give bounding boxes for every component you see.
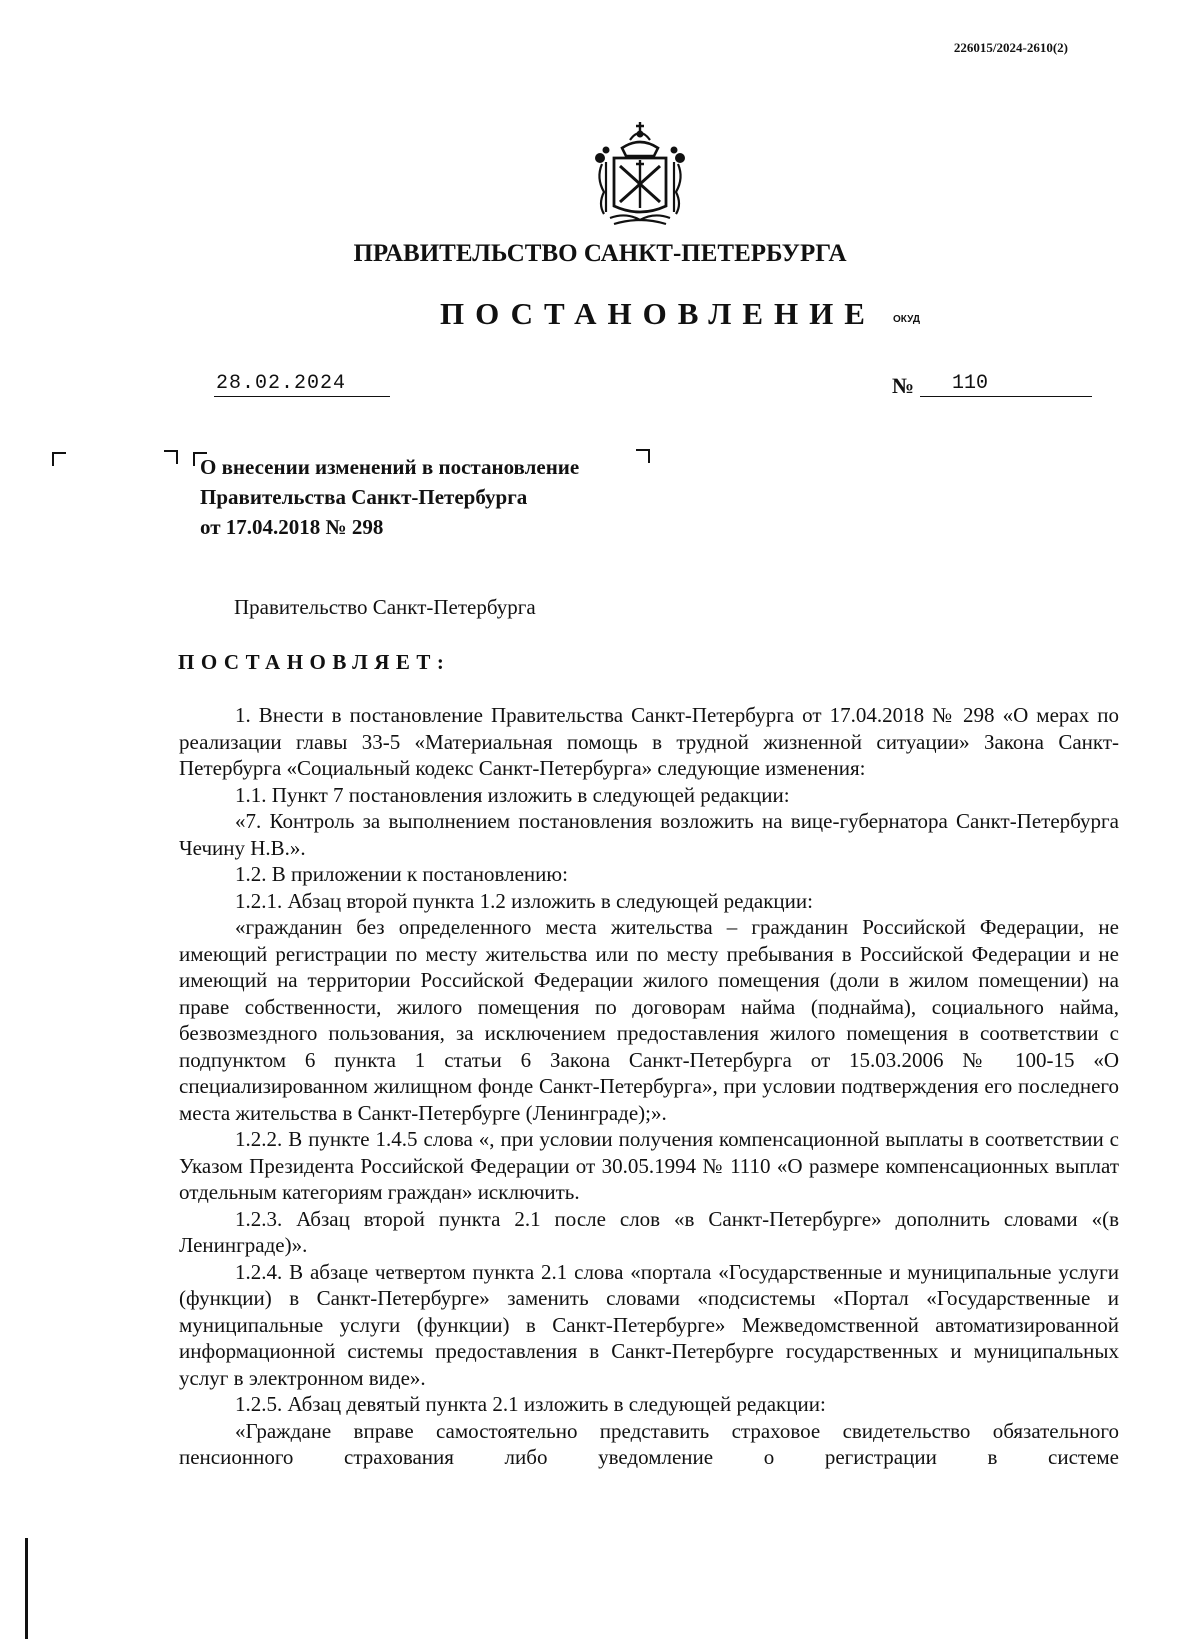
corner-mark-subject-right (636, 449, 650, 463)
corner-mark-left (52, 452, 66, 466)
document-number: 110 (952, 372, 989, 395)
scan-edge-mark (25, 1538, 28, 1639)
subject-line: от 17.04.2018 № 298 (200, 515, 384, 539)
resolves-heading: ПОСТАНОВЛЯЕТ: (178, 650, 451, 674)
paragraph-1-2-1: 1.2.1. Абзац второй пункта 1.2 изложить в следующей редакции: (235, 888, 813, 913)
paragraph-1-2-2: 1.2.2. В пункте 1.4.5 слова «, при условии получения компенсационной выплаты в соответствии с Указом Президента Российской Федерации от 30.05.1994 № 1110 «О размере компенсационных выплат отдельным категориям граждан» исключить. (179, 1127, 1119, 1204)
subject-line: О внесении изменений в постановление (200, 455, 580, 479)
subject-line: Правительства Санкт-Петербурга (200, 485, 528, 509)
paragraph-1-1-text: «7. Контроль за выполнением постановления возложить на вице-губернатора Санкт-Петербурга Чечину Н.В.». (179, 809, 1119, 860)
document-date: 28.02.2024 (216, 372, 347, 395)
corner-mark-inner-right (164, 450, 178, 464)
paragraph-1-2: 1.2. В приложении к постановлению: (235, 862, 568, 886)
paragraph-1-2-1-text: «гражданин без определенного места жительства – гражданин Российской Федерации, не имеющий регистрации по месту жительства или по месту пребывания в Российской Федерации и не имеющий на территории Российской Федерации жилого помещения (доли в жилом помещении) на праве собственности, жилого помещения по договорам найма (поднайма), социального найма, безвозмездного пользования, за исключением предоставления жилого помещения в соответствии с подпунктом 6 пункта 1 статьи 6 Закона Санкт-Петербурга от 15.03.2006 № 100-15 «О специализированном жилищном фонде Санкт-Петербурга», при условии подтверждения его последнего места жительства в Санкт-Петербурге (Ленинграде);». (179, 915, 1119, 1125)
number-sign: № (892, 373, 915, 398)
paragraph-1-2-5: 1.2.5. Абзац девятый пункта 2.1 изложить в следующей редакции: (235, 1392, 826, 1416)
okud-label: ОКУД (893, 314, 920, 325)
document-number-field (920, 372, 1092, 397)
document-id: 226015/2024-2610(2) (953, 40, 1068, 55)
government-title: ПРАВИТЕЛЬСТВО САНКТ-ПЕТЕРБУРГА (353, 240, 847, 267)
paragraph-1: 1. Внести в постановление Правительства Санкт-Петербурга от 17.04.2018 № 298 «О мерах по реализации главы 33-5 «Материальная помощь в трудной жизненной ситуации» Закона Санкт-Петербурга «Социальный кодекс Санкт-Петербурга» следующие изменения: (179, 703, 1119, 780)
paragraph-1-2-3: 1.2.3. Абзац второй пункта 2.1 после слов «в Санкт-Петербурге» дополнить словами «(в Ленинграде)». (179, 1206, 1119, 1257)
issuing-authority: Правительство Санкт-Петербурга (234, 595, 536, 619)
coat-of-arms-emblem (592, 118, 688, 228)
document-subject (200, 452, 579, 542)
document-date-field (214, 372, 390, 397)
paragraph-1-1: 1.1. Пункт 7 постановления изложить в следующей редакции: (235, 782, 790, 807)
document-body (179, 702, 1119, 1471)
paragraph-1-2-5-text: «Граждане вправе самостоятельно представить страховое свидетельство обязательного пенсионного страхования либо уведомление о регистрации в системе (179, 1418, 1119, 1469)
document-type-title: ПОСТАНОВЛЕНИЕ (440, 296, 876, 331)
paragraph-1-2-4: 1.2.4. В абзаце четвертом пункта 2.1 слова «портала «Государственные и муниципальные услуги (функции) в Санкт-Петербурге» заменить словами «подсистемы «Портал «Государственные и муниципальные услуги (функции) в Санкт-Петербурге» Межведомственной автоматизированной информационной системы предоставления в Санкт-Петербурге государственных и муниципальных услуг в электронном виде». (179, 1259, 1119, 1390)
